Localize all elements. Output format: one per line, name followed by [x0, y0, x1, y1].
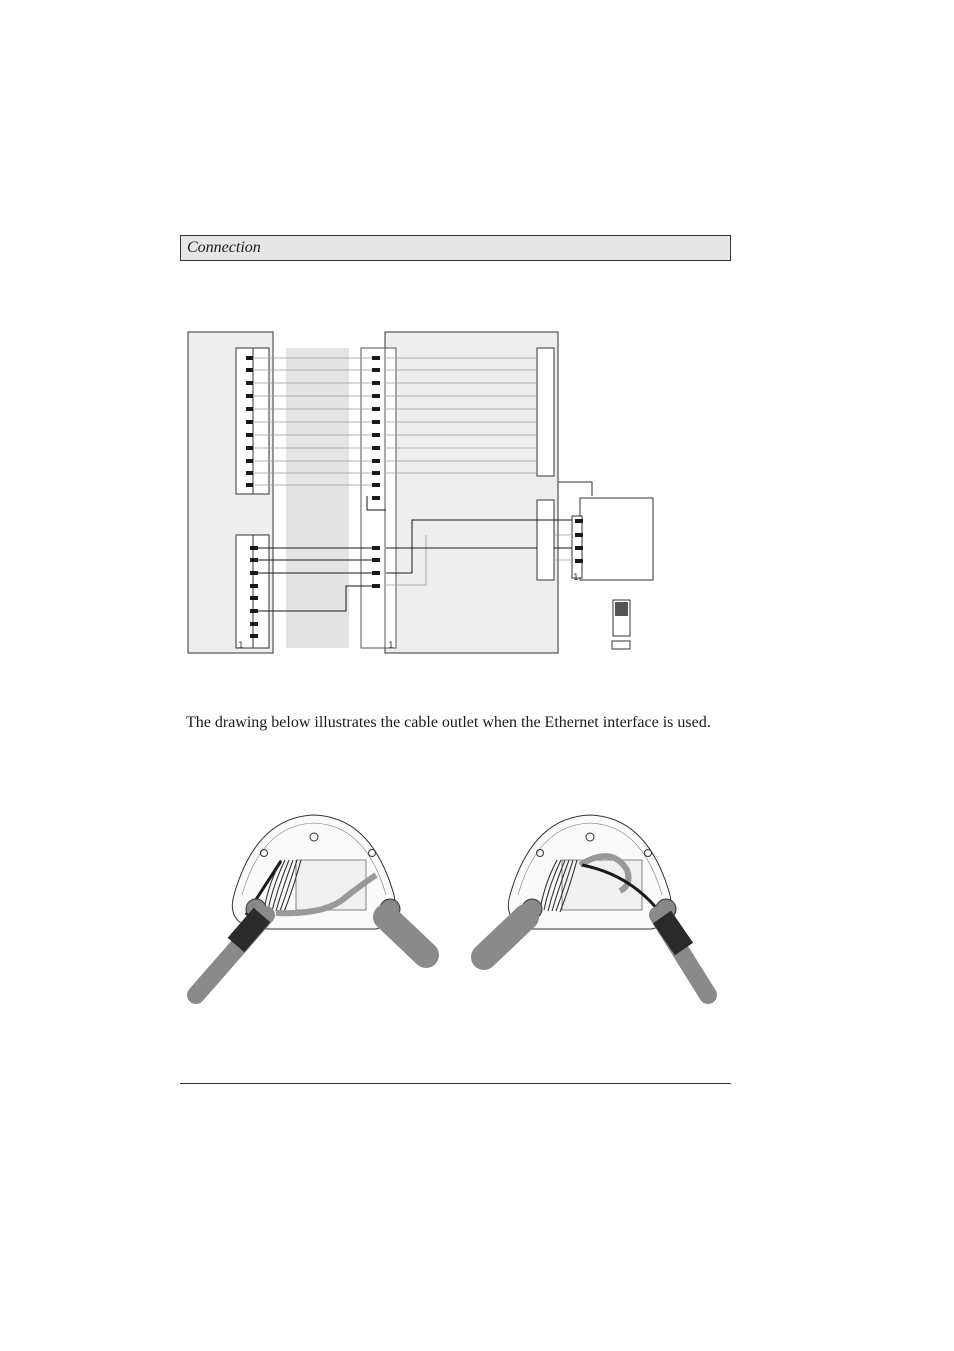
right-terminal-panel — [385, 332, 558, 653]
section-title: Connection — [187, 239, 261, 256]
ethernet-module — [580, 498, 653, 580]
right-cable — [386, 917, 426, 955]
footer-rule — [180, 1083, 731, 1084]
right-lower-terminal-block — [537, 500, 554, 580]
left-lower-terminal-block — [236, 535, 253, 648]
cable-outlet-left — [196, 815, 426, 995]
cable-outlet-right — [484, 815, 708, 995]
circuit-board — [296, 860, 366, 910]
body-paragraph: The drawing below illustrates the cable outlet when the Ethernet interface is used. — [186, 714, 711, 731]
pin-one-mark-left: 1 — [238, 641, 244, 651]
pin-one-mark-middle: 1 — [388, 641, 394, 651]
wiring-diagram — [186, 330, 666, 656]
pin-one-mark-right: 1 — [573, 573, 579, 583]
right-upper-terminal-block — [537, 348, 554, 476]
section-header — [180, 235, 731, 261]
cable-outlet-illustrations — [186, 805, 726, 1005]
cable-strip — [286, 348, 349, 648]
